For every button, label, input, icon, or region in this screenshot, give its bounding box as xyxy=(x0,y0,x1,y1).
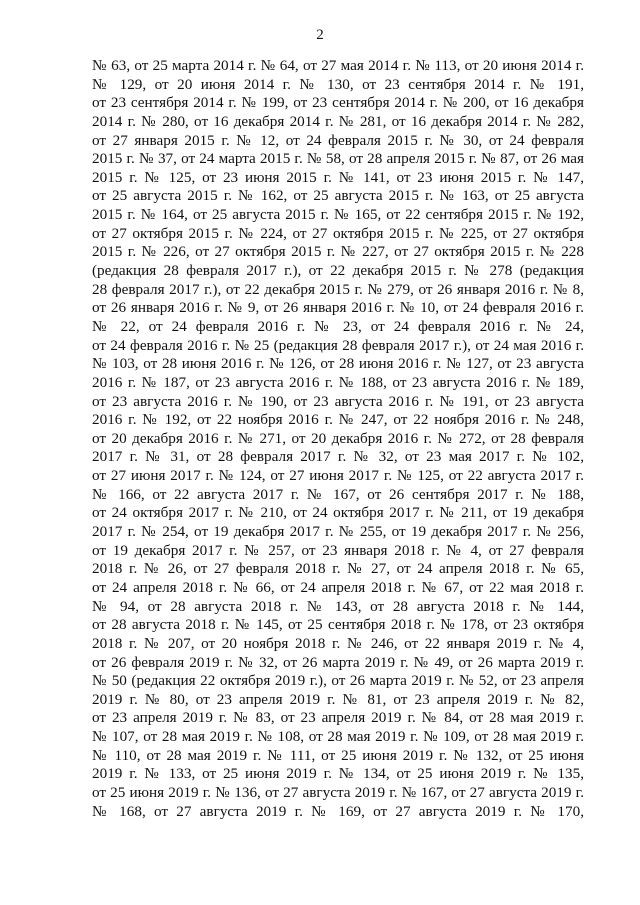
text-line: от 28 августа 2018 г. № 145, от 25 сентября 2018 г. № 178, от 23 октября xyxy=(92,616,584,634)
text-line: от 20 декабря 2016 г. № 271, от 20 декабря 2016 г. № 272, от 28 февраля xyxy=(92,429,584,447)
text-line: № 63, от 25 марта 2014 г. № 64, от 27 мая 2014 г. № 113, от 20 июня 2014 г. xyxy=(92,57,584,74)
text-line: 2019 г. № 133, от 25 июня 2019 г. № 134, от 25 июня 2019 г. № 135, xyxy=(92,765,584,783)
text-line: № 50 (редакция 22 октября 2019 г.), от 26 марта 2019 г. № 52, от 23 апреля xyxy=(92,672,584,690)
text-line: 2015 г. № 164, от 25 августа 2015 г. № 165, от 22 сентября 2015 г. № 192, xyxy=(92,206,584,224)
text-line: от 25 августа 2015 г. № 162, от 25 августа 2015 г. № 163, от 25 августа xyxy=(92,187,584,205)
text-line: № 166, от 22 августа 2017 г. № 167, от 26 сентября 2017 г. № 188, xyxy=(92,485,584,503)
text-line: 28 февраля 2017 г.), от 22 декабря 2015 г. № 279, от 26 января 2016 г. № 8, xyxy=(92,280,584,298)
text-line: от 23 августа 2016 г. № 190, от 23 августа 2016 г. № 191, от 23 августа xyxy=(92,392,584,410)
text-line: 2017 г. № 31, от 28 февраля 2017 г. № 32, от 23 мая 2017 г. № 102, xyxy=(92,448,584,466)
text-line: № 110, от 28 мая 2019 г. № 111, от 25 июня 2019 г. № 132, от 25 июня xyxy=(92,746,584,764)
text-line: от 27 июня 2017 г. № 124, от 27 июня 2017 г. № 125, от 22 августа 2017 г. xyxy=(92,467,584,485)
text-line: от 27 октября 2015 г. № 224, от 27 октября 2015 г. № 225, от 27 октября xyxy=(92,224,584,242)
text-line: 2019 г. № 80, от 23 апреля 2019 г. № 81, от 23 апреля 2019 г. № 82, xyxy=(92,690,584,708)
text-line: № 129, от 20 июня 2014 г. № 130, от 23 сентября 2014 г. № 191, xyxy=(92,75,584,93)
text-line: от 24 апреля 2018 г. № 66, от 24 апреля 2018 г. № 67, от 22 мая 2018 г. xyxy=(92,578,584,596)
text-line: № 103, от 28 июня 2016 г. № 126, от 28 июня 2016 г. № 127, от 23 августа xyxy=(92,355,584,373)
text-line: № 168, от 27 августа 2019 г. № 169, от 27 августа 2019 г. № 170, xyxy=(92,802,584,820)
text-line: № 94, от 28 августа 2018 г. № 143, от 28 августа 2018 г. № 144, xyxy=(92,597,584,615)
text-line: 2018 г. № 207, от 20 ноября 2018 г. № 246, от 22 января 2019 г. № 4, xyxy=(92,634,584,652)
text-line: от 23 апреля 2019 г. № 83, от 23 апреля 2019 г. № 84, от 28 мая 2019 г. xyxy=(92,709,584,727)
text-line: 2018 г. № 26, от 27 февраля 2018 г. № 27, от 24 апреля 2018 г. № 65, xyxy=(92,560,584,578)
text-line: от 24 октября 2017 г. № 210, от 24 октября 2017 г. № 211, от 19 декабря xyxy=(92,504,584,522)
text-line: от 25 июня 2019 г. № 136, от 27 августа 2019 г. № 167, от 27 августа 2019 г. xyxy=(92,783,584,801)
text-line: 2016 г. № 187, от 23 августа 2016 г. № 188, от 23 августа 2016 г. № 189, xyxy=(92,373,584,391)
body-text xyxy=(92,57,584,821)
text-line: от 27 января 2015 г. № 12, от 24 февраля 2015 г. № 30, от 24 февраля xyxy=(92,131,584,149)
text-line: № 107, от 28 мая 2019 г. № 108, от 28 мая 2019 г. № 109, от 28 мая 2019 г. xyxy=(92,728,584,746)
text-line: 2015 г. № 37, от 24 марта 2015 г. № 58, от 28 апреля 2015 г. № 87, от 26 мая xyxy=(92,150,584,168)
text-line: 2015 г. № 125, от 23 июня 2015 г. № 141, от 23 июня 2015 г. № 147, xyxy=(92,168,584,186)
text-line: от 26 января 2016 г. № 9, от 26 января 2016 г. № 10, от 24 февраля 2016 г. xyxy=(92,299,584,317)
text-line: 2015 г. № 226, от 27 октября 2015 г. № 227, от 27 октября 2015 г. № 228 xyxy=(92,243,584,261)
text-line: 2017 г. № 254, от 19 декабря 2017 г. № 255, от 19 декабря 2017 г. № 256, xyxy=(92,523,584,541)
text-line: (редакция 28 февраля 2017 г.), от 22 декабря 2015 г. № 278 (редакция xyxy=(92,262,584,280)
text-line: 2016 г. № 192, от 22 ноября 2016 г. № 247, от 22 ноября 2016 г. № 248, xyxy=(92,411,584,429)
text-line: № 22, от 24 февраля 2016 г. № 23, от 24 февраля 2016 г. № 24, xyxy=(92,317,584,335)
text-line: от 23 сентября 2014 г. № 199, от 23 сентября 2014 г. № 200, от 16 декабря xyxy=(92,94,584,112)
page-number: 2 xyxy=(316,27,324,43)
text-line: от 24 февраля 2016 г. № 25 (редакция 28 февраля 2017 г.), от 24 мая 2016 г. xyxy=(92,336,584,354)
text-line: от 26 февраля 2019 г. № 32, от 26 марта 2019 г. № 49, от 26 марта 2019 г. xyxy=(92,653,584,671)
text-line: от 19 декабря 2017 г. № 257, от 23 января 2018 г. № 4, от 27 февраля xyxy=(92,541,584,559)
text-line: 2014 г. № 280, от 16 декабря 2014 г. № 281, от 16 декабря 2014 г. № 282, xyxy=(92,112,584,130)
